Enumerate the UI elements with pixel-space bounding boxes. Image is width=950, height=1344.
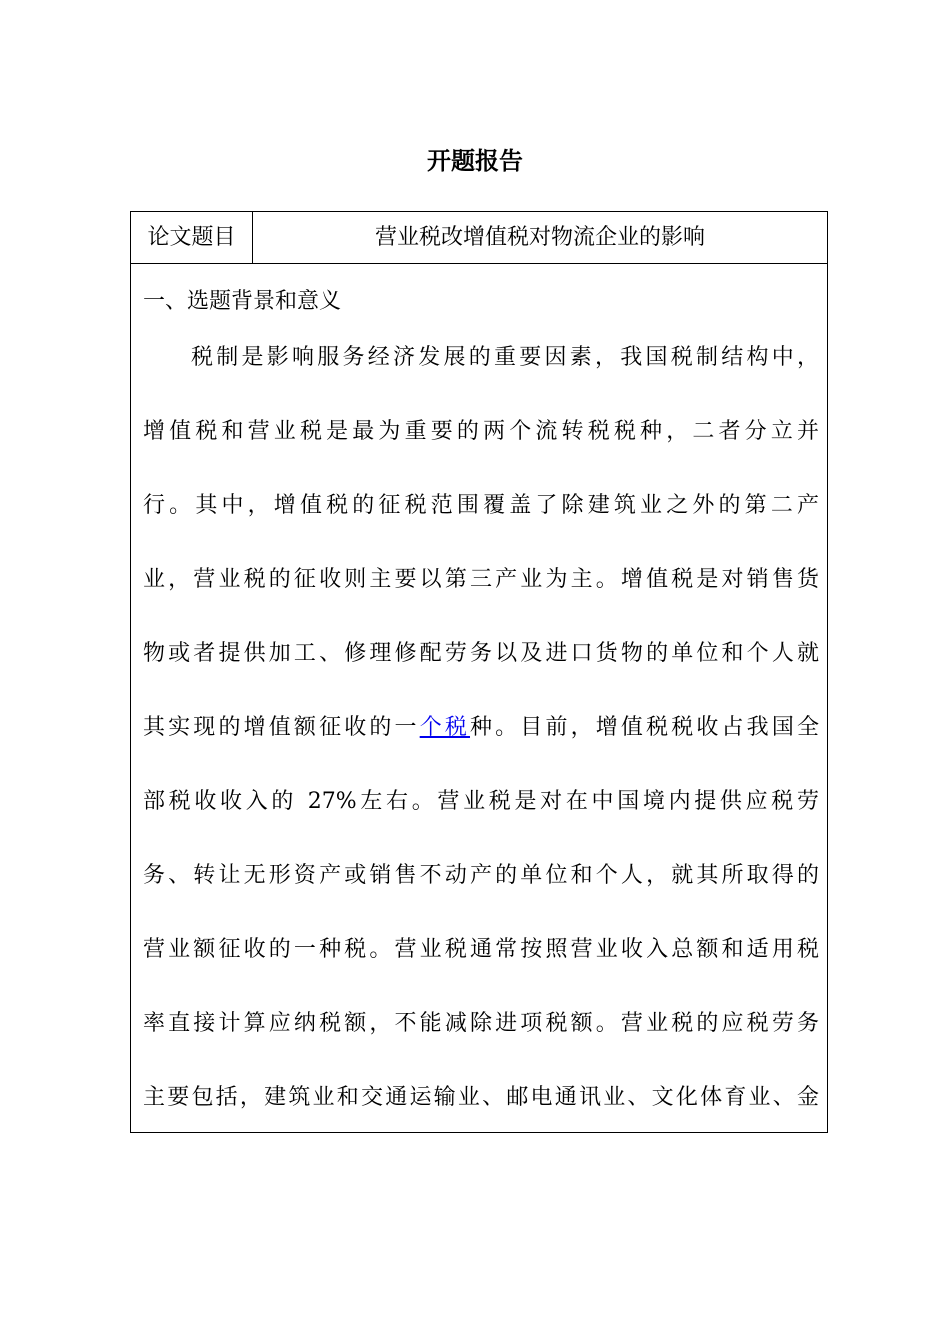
line-text-after: 种。目前，增值税税收占我国全 <box>470 715 819 740</box>
report-table <box>130 211 828 1133</box>
paragraph-line: 率直接计算应纳税额，不能减除进项税额。营业税的应税劳务 <box>143 1011 819 1036</box>
paragraph-line: 营业额征收的一种税。营业税通常按照营业收入总额和适用税 <box>143 937 819 962</box>
page-title: 开题报告 <box>427 147 523 175</box>
thesis-title-row <box>131 212 827 264</box>
tax-link[interactable]: 个税 <box>419 715 470 740</box>
paragraph-line: 务、转让无形资产或销售不动产的单位和个人，就其所取得的 <box>143 863 819 888</box>
paragraph-line: 业，营业税的征收则主要以第三产业为主。增值税是对销售货 <box>143 567 819 592</box>
paragraph-line: 税制是影响服务经济发展的重要因素，我国税制结构中， <box>191 345 819 370</box>
paragraph-line: 行。其中，增值税的征税范围覆盖了除建筑业之外的第二产 <box>143 493 819 518</box>
line-text-before: 其实现的增值额征收的一 <box>143 715 420 740</box>
paragraph-line: 主要包括，建筑业和交通运输业、邮电通讯业、文化体育业、金 <box>143 1085 819 1110</box>
paragraph-line-with-link <box>143 710 819 746</box>
paragraph-line: 部税收收入的 27%左右。营业税是对在中国境内提供应税劳 <box>143 789 819 814</box>
background-section <box>131 264 827 1132</box>
thesis-title-label: 论文题目 <box>131 212 253 263</box>
paragraph-line: 物或者提供加工、修理修配劳务以及进口货物的单位和个人就 <box>143 641 819 666</box>
thesis-title-value: 营业税改增值税对物流企业的影响 <box>374 225 705 250</box>
section-heading: 一、选题背景和意义 <box>143 289 342 314</box>
paragraph-line: 增值税和营业税是最为重要的两个流转税税种，二者分立并 <box>143 419 819 444</box>
